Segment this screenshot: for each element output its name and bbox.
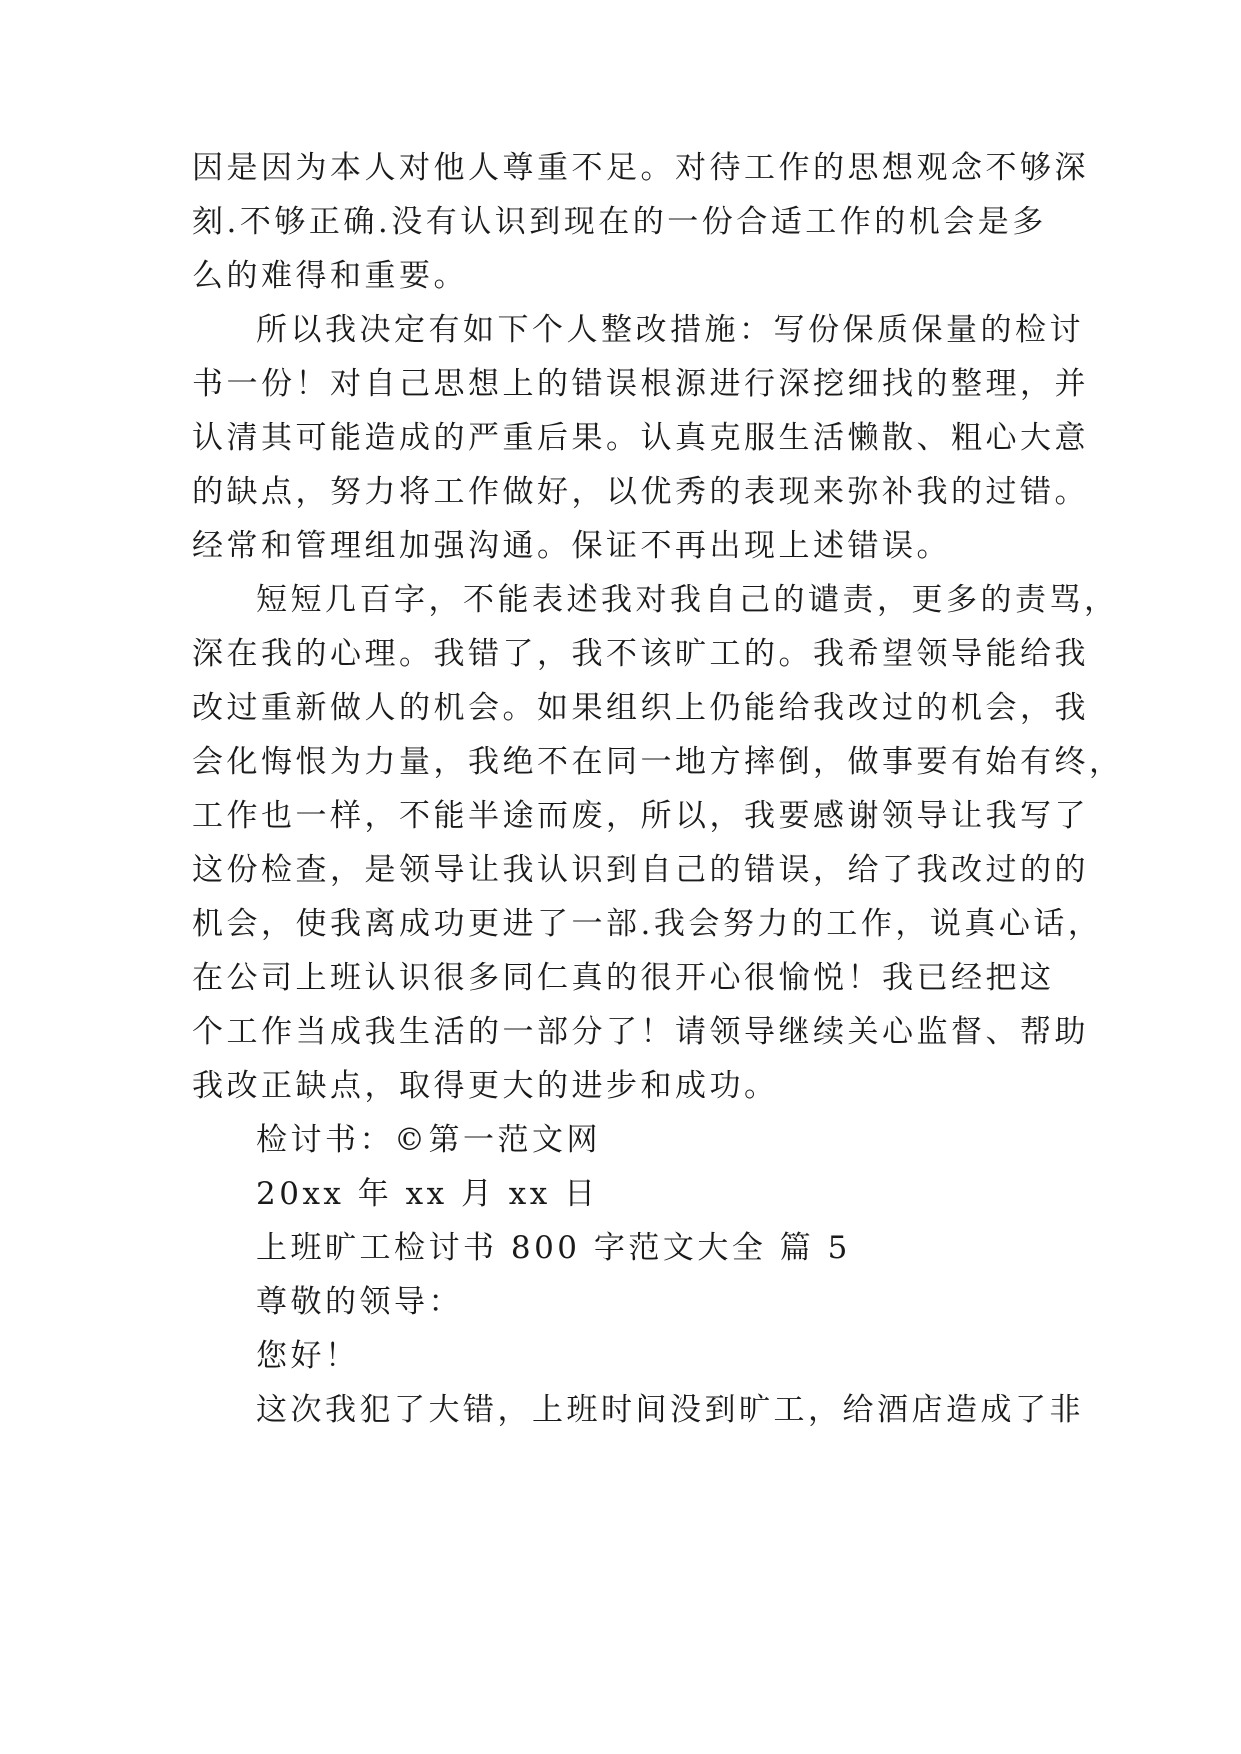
greeting: 您好！ (256, 1338, 360, 1374)
text-line: 的缺点，努力将工作做好，以优秀的表现来弥补我的过错。 (192, 474, 1089, 510)
text-line: 认清其可能造成的严重后果。认真克服生活懒散、粗心大意 (192, 420, 1089, 456)
date-line: 20xx 年 xx 月 xx 日 (256, 1176, 599, 1212)
text-line: 工作也一样，不能半途而废，所以，我要感谢领导让我写了 (192, 798, 1089, 834)
text-line: 这次我犯了大错，上班时间没到旷工，给酒店造成了非 (256, 1392, 1084, 1428)
text-line: 在公司上班认识很多同仁真的很开心很愉悦！我已经把这 (192, 960, 1055, 996)
text-line: 书一份！对自己思想上的错误根源进行深挖细找的整理，并 (192, 366, 1089, 402)
text-line: 机会，使我离成功更进了一部.我会努力的工作，说真心话， (192, 906, 1103, 942)
text-line: 所以我决定有如下个人整改措施：写份保质保量的检讨 (256, 312, 1084, 348)
salutation: 尊敬的领导： (256, 1284, 463, 1320)
text-line: 个工作当成我生活的一部分了！请领导继续关心监督、帮助 (192, 1014, 1089, 1050)
text-line: 短短几百字，不能表述我对我自己的谴责，更多的责骂， (256, 582, 1119, 618)
text-line: 深在我的心理。我错了，我不该旷工的。我希望领导能给我 (192, 636, 1089, 672)
source-line: 检讨书：©第一范文网 (256, 1122, 601, 1158)
text-line: 因是因为本人对他人尊重不足。对待工作的思想观念不够深 (192, 150, 1089, 186)
text-line: 我改正缺点，取得更大的进步和成功。 (192, 1068, 779, 1104)
section-title: 上班旷工检讨书 800 字范文大全 篇 5 (256, 1230, 851, 1266)
text-line: 改过重新做人的机会。如果组织上仍能给我改过的机会，我 (192, 690, 1089, 726)
text-line: 刻.不够正确.没有认识到现在的一份合适工作的机会是多 (192, 204, 1047, 240)
text-line: 经常和管理组加强沟通。保证不再出现上述错误。 (192, 528, 951, 564)
text-line: 这份检查，是领导让我认识到自己的错误，给了我改过的的 (192, 852, 1089, 888)
text-line: 么的难得和重要。 (192, 258, 468, 294)
text-line: 会化悔恨为力量，我绝不在同一地方摔倒，做事要有始有终， (192, 744, 1124, 780)
